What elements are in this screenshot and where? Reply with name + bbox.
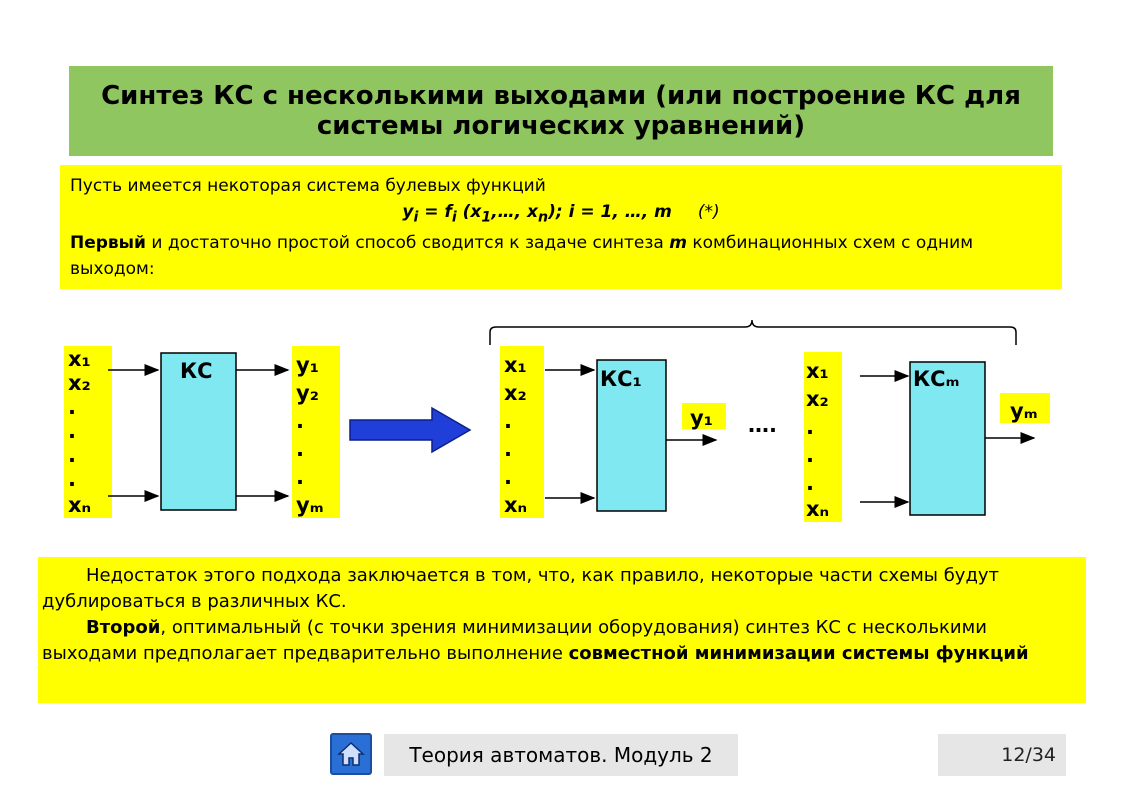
ks1-block-label: КС₁ [600,367,642,391]
ks-block-label: КС [180,359,213,383]
left-output-label-1: y₂ [296,381,319,405]
left-output-label-0: y₁ [296,353,319,377]
ksm-input-label-3: . [806,443,814,467]
transform-arrow-icon [350,408,470,452]
ksm-input-label-5: xₙ [806,497,830,521]
ks1-input-label-4: . [504,465,512,489]
left-input-label-4: . [68,443,76,467]
page-number: 12/34 [938,734,1066,776]
left-input-label-2: . [68,395,76,419]
slide-title: Синтез КС с несколькими выходами (или построение КС для системы логических уравнений) [101,81,1021,141]
course-label: Теория автоматов. Модуль 2 [384,734,738,776]
left-output-label-5: yₘ [296,493,324,517]
ks1-input-label-2: . [504,409,512,433]
ksm-input-label-0: x₁ [806,359,829,383]
home-icon [336,739,366,769]
drawback-paragraph: Недостаток этого подхода заключается в том, что, как правило, некоторые части схемы будут дублироваться в различных КС. [42,565,1000,612]
left-input-label-0: x₁ [68,347,91,371]
intro-line: Пусть имеется некоторая система булевых функций [70,176,546,196]
ks1-input-label-1: x₂ [504,381,527,405]
ksm-input-label-4: . [806,471,814,495]
left-input-label-6: xₙ [68,493,92,517]
intro-first-method: Первый и достаточно простой способ сводится к задаче синтеза m комбинационных схем с одним выходом: [70,233,974,280]
ksm-input-label-2: . [806,415,814,439]
formula-tag: (*) [697,202,720,222]
second-method-paragraph: Второй, оптимальный (с точки зрения минимизации оборудования) синтез КС с несколькими выходами предполагает предварительно выполнение совместной минимизации системы функций [42,617,1029,664]
home-button[interactable] [330,733,372,775]
ks1-input-label-5: xₙ [504,493,528,517]
ksm-block-label: КСₘ [913,367,960,391]
ks1-input-label-0: x₁ [504,353,527,377]
left-output-label-2: . [296,409,304,433]
ks1-output-label: y₁ [690,406,713,430]
ellipsis: …. [748,413,777,437]
ksm-input-label-1: x₂ [806,387,829,411]
bottom-box [38,557,1086,703]
left-input-label-1: x₂ [68,371,91,395]
formula: $y_i = f_i$ ($x_1,\dots$, $x_n$); i = 1, …, m (*) [402,202,720,226]
group-brace [490,320,1016,345]
left-input-label-3: . [68,419,76,443]
ksm-output-label: yₘ [1010,399,1038,423]
left-input-label-5: . [68,467,76,491]
left-output-label-4: . [296,465,304,489]
ks1-input-label-3: . [504,437,512,461]
left-output-label-3: . [296,437,304,461]
